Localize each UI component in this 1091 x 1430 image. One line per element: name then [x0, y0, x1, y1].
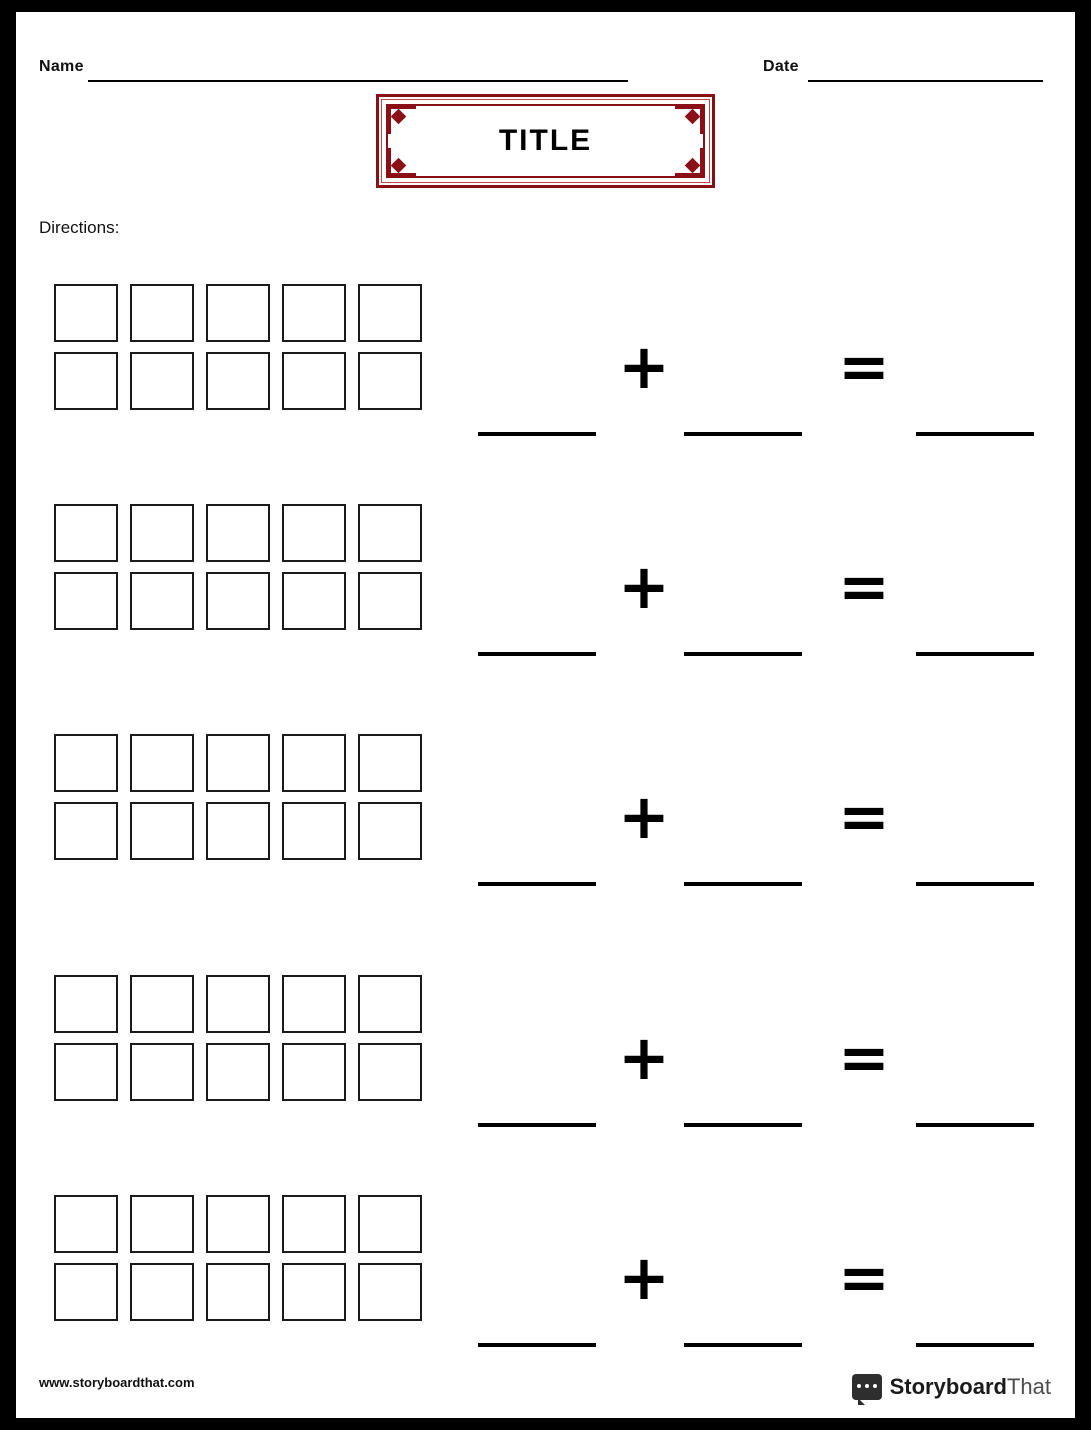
counter-grid-row [54, 352, 454, 410]
counter-cell[interactable] [130, 1195, 194, 1253]
sum-blank[interactable] [916, 880, 1034, 886]
counter-grid [54, 734, 454, 870]
counter-cell[interactable] [54, 1195, 118, 1253]
second-addend-blank[interactable] [684, 1121, 802, 1127]
counter-cell[interactable] [206, 1043, 270, 1101]
first-addend-blank[interactable] [478, 430, 596, 436]
counter-cell[interactable] [130, 734, 194, 792]
plus-icon: + [618, 1241, 670, 1314]
counter-cell[interactable] [206, 975, 270, 1033]
first-addend-blank[interactable] [478, 880, 596, 886]
counter-cell[interactable] [282, 975, 346, 1033]
counter-cell[interactable] [206, 572, 270, 630]
equation-area [466, 1195, 1046, 1355]
directions-label: Directions: [39, 218, 120, 237]
counter-grid-row [54, 572, 454, 630]
counter-grid-row [54, 734, 454, 792]
counter-grid-row [54, 1263, 454, 1321]
date-label: Date [763, 58, 799, 75]
counter-grid-row [54, 1043, 454, 1101]
counter-cell[interactable] [206, 1263, 270, 1321]
problem-row [16, 975, 1075, 1160]
brand-logo [852, 1374, 1051, 1400]
counter-cell[interactable] [54, 1043, 118, 1101]
counter-cell[interactable] [282, 1195, 346, 1253]
equation-area [466, 734, 1046, 894]
second-addend-blank[interactable] [684, 1341, 802, 1347]
counter-cell[interactable] [358, 1195, 422, 1253]
worksheet-title: TITLE [498, 124, 593, 157]
counter-cell[interactable] [130, 284, 194, 342]
equation-area [466, 504, 1046, 664]
plus-icon: + [618, 550, 670, 623]
brand-name-bold: Storyboard [889, 1374, 1007, 1399]
counter-cell[interactable] [282, 284, 346, 342]
counter-cell[interactable] [282, 734, 346, 792]
counter-cell[interactable] [282, 572, 346, 630]
equation-area [466, 975, 1046, 1135]
counter-grid [54, 1195, 454, 1331]
brand-name [890, 1374, 1051, 1400]
counter-grid-row [54, 284, 454, 342]
counter-cell[interactable] [206, 802, 270, 860]
counter-grid [54, 284, 454, 420]
plus-icon: + [618, 780, 670, 853]
counter-cell[interactable] [358, 352, 422, 410]
counter-cell[interactable] [130, 1263, 194, 1321]
equals-icon: = [838, 1241, 890, 1314]
counter-cell[interactable] [282, 1263, 346, 1321]
equals-icon: = [838, 330, 890, 403]
counter-cell[interactable] [358, 734, 422, 792]
counter-grid-row [54, 1195, 454, 1253]
plus-icon: + [618, 1021, 670, 1094]
counter-cell[interactable] [54, 504, 118, 562]
equals-icon: = [838, 550, 890, 623]
worksheet-page [16, 12, 1075, 1418]
counter-cell[interactable] [282, 504, 346, 562]
counter-cell[interactable] [54, 975, 118, 1033]
counter-cell[interactable] [206, 734, 270, 792]
title-plaque[interactable] [376, 94, 715, 188]
counter-cell[interactable] [358, 975, 422, 1033]
counter-cell[interactable] [358, 1263, 422, 1321]
counter-grid [54, 504, 454, 640]
counter-cell[interactable] [130, 975, 194, 1033]
equation-area [466, 284, 1046, 444]
equals-icon: = [838, 780, 890, 853]
counter-cell[interactable] [130, 802, 194, 860]
sum-blank[interactable] [916, 1121, 1034, 1127]
counter-cell[interactable] [282, 352, 346, 410]
footer-url[interactable]: www.storyboardthat.com [39, 1375, 195, 1390]
first-addend-blank[interactable] [478, 1341, 596, 1347]
counter-cell[interactable] [358, 572, 422, 630]
second-addend-blank[interactable] [684, 430, 802, 436]
sum-blank[interactable] [916, 430, 1034, 436]
counter-cell[interactable] [282, 1043, 346, 1101]
counter-cell[interactable] [206, 1195, 270, 1253]
counter-grid-row [54, 975, 454, 1033]
plus-icon: + [618, 330, 670, 403]
problem-row [16, 734, 1075, 919]
sum-blank[interactable] [916, 650, 1034, 656]
name-input-line[interactable] [88, 66, 628, 82]
counter-cell[interactable] [206, 284, 270, 342]
date-input-line[interactable] [808, 66, 1043, 82]
counter-cell[interactable] [54, 1263, 118, 1321]
name-label: Name [39, 58, 84, 75]
counter-cell[interactable] [282, 802, 346, 860]
problem-row [16, 1195, 1075, 1380]
counter-cell[interactable] [54, 802, 118, 860]
first-addend-blank[interactable] [478, 650, 596, 656]
counter-cell[interactable] [358, 504, 422, 562]
first-addend-blank[interactable] [478, 1121, 596, 1127]
speech-bubble-icon [852, 1374, 882, 1400]
counter-cell[interactable] [358, 284, 422, 342]
counter-cell[interactable] [54, 352, 118, 410]
counter-cell[interactable] [54, 572, 118, 630]
counter-cell[interactable] [54, 734, 118, 792]
counter-cell[interactable] [54, 284, 118, 342]
problem-row [16, 504, 1075, 689]
counter-grid [54, 975, 454, 1111]
second-addend-blank[interactable] [684, 650, 802, 656]
counter-cell[interactable] [358, 802, 422, 860]
counter-cell[interactable] [358, 1043, 422, 1101]
brand-name-light: That [1006, 1374, 1051, 1399]
counter-cell[interactable] [130, 572, 194, 630]
counter-grid-row [54, 504, 454, 562]
counter-cell[interactable] [130, 1043, 194, 1101]
problem-row [16, 284, 1075, 469]
counter-cell[interactable] [130, 352, 194, 410]
counter-cell[interactable] [206, 352, 270, 410]
counter-cell[interactable] [130, 504, 194, 562]
counter-cell[interactable] [206, 504, 270, 562]
equals-icon: = [838, 1021, 890, 1094]
counter-grid-row [54, 802, 454, 860]
sum-blank[interactable] [916, 1341, 1034, 1347]
second-addend-blank[interactable] [684, 880, 802, 886]
